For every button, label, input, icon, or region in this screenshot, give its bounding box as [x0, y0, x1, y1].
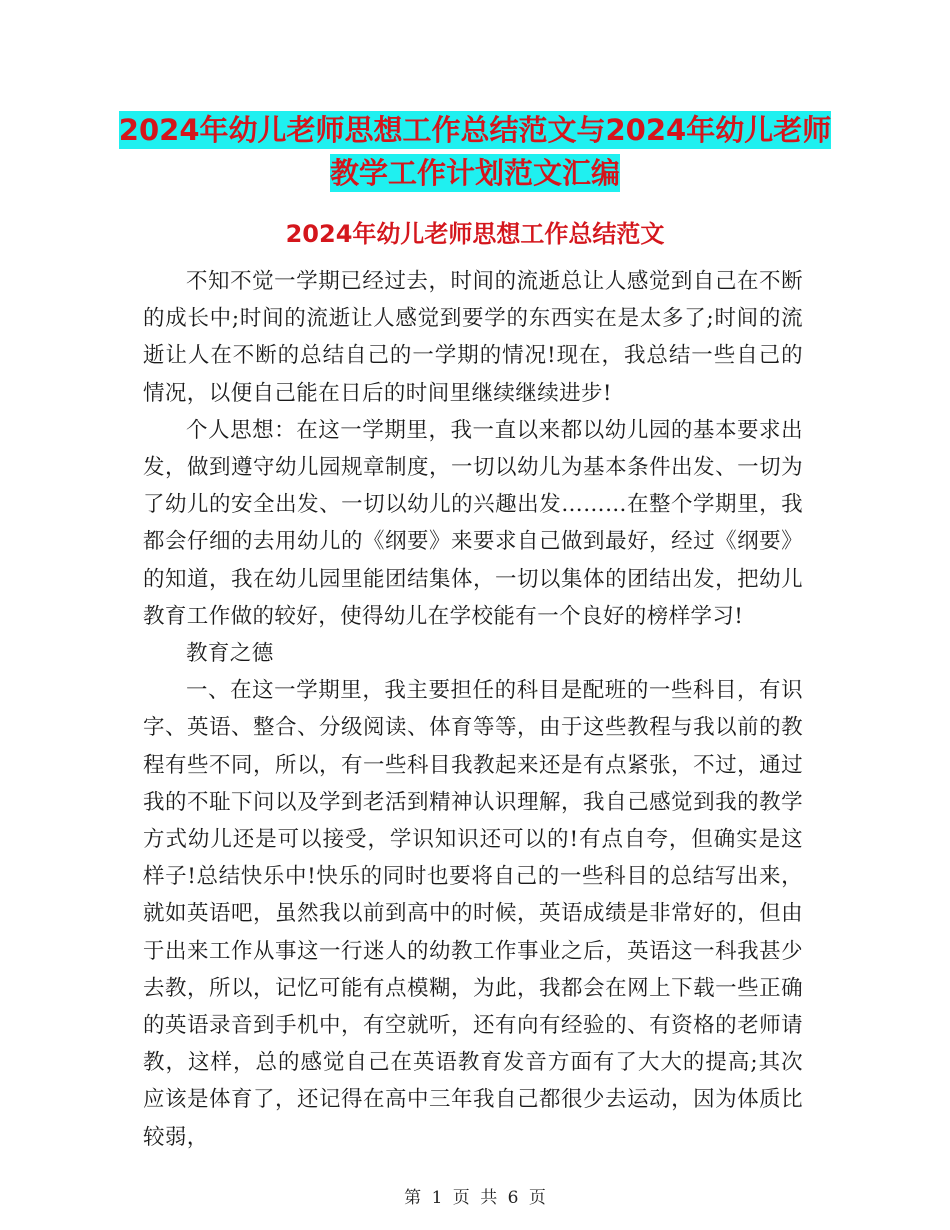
page-footer: 第 1 页 共 6 页: [404, 1188, 546, 1208]
paragraph-teaching: 一、在这一学期里，我主要担任的科目是配班的一些科目，有识字、英语、整合、分级阅读、体育等等，由于这些教程与我以前的教程有些不同，所以，有一些科目我教起来还是有点紧张，不过，通过我的不耻下问以及学到老活到精神认识理解，我自己感觉到我的教学方式幼儿还是可以接受，学识知识还可以的!有点自夸，但确实是这样子!总结快乐中!快乐的同时也要将自己的一些科目的总结写出来，就如英语吧，虽然我以前到高中的时候，英语成绩是非常好的，但由于出来工作从事这一行迷人的幼教工作事业之后，英语这一科我甚少去教，所以，记忆可能有点模糊，为此，我都会在网上下载一些正确的英语录音到手机中，有空就听，还有向有经验的、有资格的老师请教，这样，总的感觉自己在英语教育发音方面有了大大的提高;其次应该是体育了，还记得在高中三年我自己都很少去运动，因为体质比较弱，: [143, 678, 803, 1150]
document-title-line1: [0, 113, 950, 147]
section-title: 2024年幼儿老师思想工作总结范文: [285, 220, 665, 248]
document-title-line2: [0, 156, 950, 190]
document-title-line1-text: 2024年幼儿老师思想工作总结范文与2024年幼儿老师: [118, 113, 832, 147]
paragraph-intro: 不知不觉一学期已经过去，时间的流逝总让人感觉到自己在不断的成长中;时间的流逝让人感觉到要学的东西实在是太多了;时间的流逝让人在不断的总结自己的一学期的情况!现在，我总结一些自己的情况，以便自己能在日后的时间里继续继续进步!: [143, 269, 803, 406]
document-title-line2-text: 教学工作计划范文汇编: [329, 156, 620, 190]
paragraph-personal-thought: 个人思想：在这一学期里，我一直以来都以幼儿园的基本要求出发，做到遵守幼儿园规章制度，一切以幼儿为基本条件出发、一切为了幼儿的安全出发、一切以幼儿的兴趣出发………在整个学期里，我都会仔细的去用幼儿的《纲要》来要求自己做到最好，经过《纲要》的知道，我在幼儿园里能团结集体，一切以集体的团结出发，把幼儿教育工作做的较好，使得幼儿在学校能有一个良好的榜样学习!: [143, 417, 803, 629]
document-body: [143, 263, 803, 1156]
paragraph-heading-education-virtue: 教育之德: [186, 641, 274, 667]
